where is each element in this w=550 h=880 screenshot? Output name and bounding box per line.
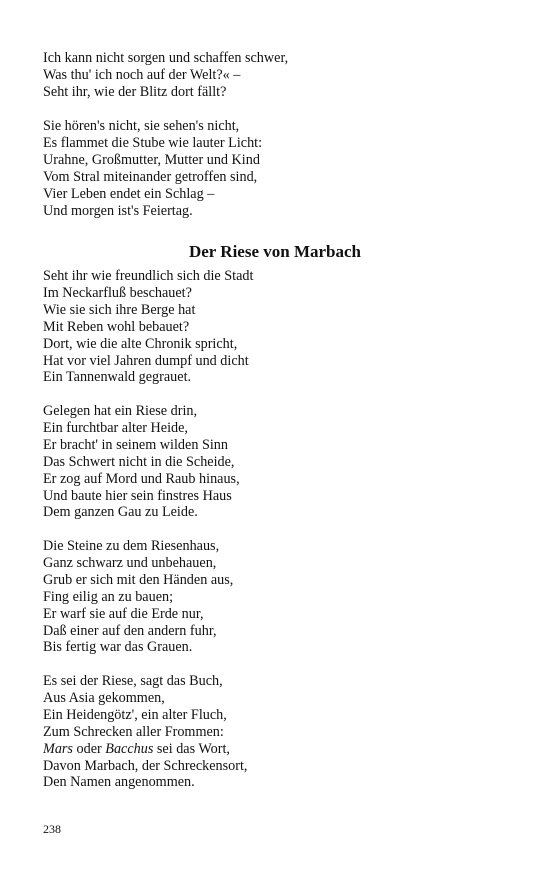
verse-line: Fing eilig an zu bauen; xyxy=(43,588,174,605)
poem-stanza-4 xyxy=(43,673,247,791)
verse-line: Ein Heidengötz', ein alter Fluch, xyxy=(43,706,227,723)
verse-line xyxy=(43,741,247,758)
verse-line: Vier Leben endet ein Schlag – xyxy=(43,185,215,202)
verse-line: Davon Marbach, der Schreckensort, xyxy=(43,757,248,774)
verse-line: Den Namen angenommen. xyxy=(43,774,195,791)
verse-line: Er warf sie auf die Erde nur, xyxy=(43,605,204,622)
verse-line: Es flammet die Stube wie lauter Licht: xyxy=(43,134,263,151)
verse-line: Und baute hier sein finstres Haus xyxy=(43,487,232,504)
verse-line: Was thu' ich noch auf der Welt?« – xyxy=(43,66,241,83)
verse-line: Ganz schwarz und unbehauen, xyxy=(43,554,217,571)
verse-line: Hat vor viel Jahren dumpf und dicht xyxy=(43,352,249,369)
verse-text: oder xyxy=(72,740,106,757)
verse-line: Gelegen hat ein Riese drin, xyxy=(43,403,198,419)
italic-word-mars: Mars xyxy=(43,740,73,757)
poem-stanza-3 xyxy=(43,538,233,656)
verse-line: Er zog auf Mord und Raub hinaus, xyxy=(43,470,240,487)
verse-line: Zum Schrecken aller Frommen: xyxy=(43,723,224,740)
poem-stanza-1 xyxy=(43,268,253,386)
verse-line: Grub er sich mit den Händen aus, xyxy=(43,571,234,588)
verse-line: Im Neckarfluß beschauet? xyxy=(43,284,192,301)
verse-line: Dort, wie die alte Chronik spricht, xyxy=(43,335,238,352)
verse-line: Bis fertig war das Grauen. xyxy=(43,639,193,656)
verse-line: Ich kann nicht sorgen und schaffen schwer, xyxy=(43,50,289,66)
verse-line: Sie hören's nicht, sie sehen's nicht, xyxy=(43,118,240,134)
verse-line: Ein furchtbar alter Heide, xyxy=(43,419,188,436)
verse-line: Die Steine zu dem Riesenhaus, xyxy=(43,538,220,554)
verse-line: Und morgen ist's Feiertag. xyxy=(43,202,193,219)
verse-line: Es sei der Riese, sagt das Buch, xyxy=(43,673,223,689)
verse-line: Daß einer auf den andern fuhr, xyxy=(43,622,217,639)
verse-line: Aus Asia gekommen, xyxy=(43,689,165,706)
verse-line: Wie sie sich ihre Berge hat xyxy=(43,301,196,318)
stanza-prev-2 xyxy=(43,118,262,219)
verse-line: Urahne, Großmutter, Mutter und Kind xyxy=(43,151,260,168)
poem-stanza-2 xyxy=(43,403,240,521)
verse-line: Seht ihr wie freundlich sich die Stadt xyxy=(43,268,254,284)
italic-word-bacchus: Bacchus xyxy=(105,740,154,757)
verse-line: Seht ihr, wie der Blitz dort fällt? xyxy=(43,83,227,100)
verse-text: sei das Wort, xyxy=(153,740,230,757)
verse-line: Dem ganzen Gau zu Leide. xyxy=(43,504,198,521)
page-number: 238 xyxy=(43,822,61,836)
verse-line: Vom Stral miteinander getroffen sind, xyxy=(43,168,258,185)
verse-line: Mit Reben wohl bebauet? xyxy=(43,318,190,335)
verse-line: Ein Tannenwald gegrauet. xyxy=(43,369,192,386)
stanza-prev-1 xyxy=(43,50,288,101)
poem-title: Der Riese von Marbach xyxy=(188,242,362,261)
verse-line: Das Schwert nicht in die Scheide, xyxy=(43,453,235,470)
verse-line: Er bracht' in seinem wilden Sinn xyxy=(43,436,228,453)
